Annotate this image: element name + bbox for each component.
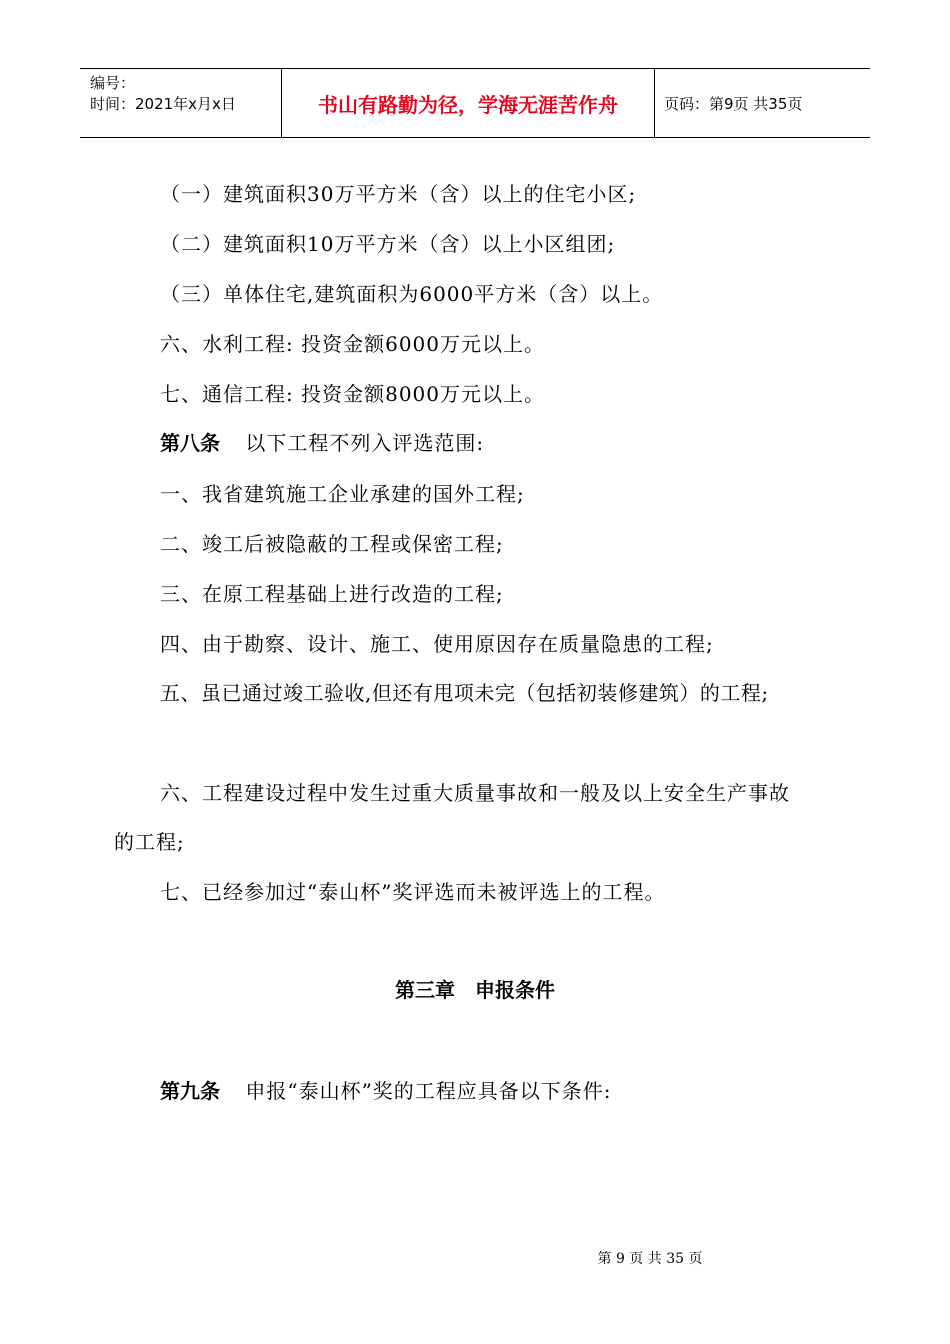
body-line: （三）单体住宅,建筑面积为6000平方米（含）以上。 <box>160 282 664 306</box>
header-meta <box>90 73 236 115</box>
article-8-text: 以下工程不列入评选范围: <box>245 431 485 455</box>
header-divider <box>654 69 655 137</box>
page-header <box>80 68 870 138</box>
exclusion-item: 三、在原工程基础上进行改造的工程; <box>160 582 504 606</box>
exclusion-item: 五、虽已通过竣工验收,但还有甩项未完（包括初装修建筑）的工程; <box>160 681 769 705</box>
header-motto: 书山有路勤为径，学海无涯苦作舟 <box>318 92 618 117</box>
document-time-label: 时间：2021年x月x日 <box>90 95 236 113</box>
article-8 <box>160 429 484 457</box>
exclusion-item: 一、我省建筑施工企业承建的国外工程; <box>160 482 525 506</box>
article-9 <box>160 1077 612 1105</box>
body-line: 七、通信工程: 投资金额8000万元以上。 <box>160 382 545 406</box>
chapter-title: 第三章 申报条件 <box>395 978 555 1002</box>
body-line: 六、水利工程: 投资金额6000万元以上。 <box>160 332 545 356</box>
exclusion-item: 六、工程建设过程中发生过重大质量事故和一般及以上安全生产事故 <box>160 781 790 805</box>
article-9-label: 第九条 <box>160 1079 220 1103</box>
article-8-label: 第八条 <box>160 431 220 455</box>
exclusion-item: 四、由于勘察、设计、施工、使用原因存在质量隐患的工程; <box>160 632 714 656</box>
document-number-label: 编号： <box>90 74 136 92</box>
header-page-info: 页码：第9页 共35页 <box>664 94 803 113</box>
page-footer: 第 9 页 共 35 页 <box>597 1251 703 1267</box>
exclusion-item: 七、已经参加过“泰山杯”奖评选而未被评选上的工程。 <box>160 880 666 904</box>
exclusion-item: 二、竣工后被隐蔽的工程或保密工程; <box>160 532 504 556</box>
article-9-text: 申报“泰山杯”奖的工程应具备以下条件: <box>245 1079 612 1103</box>
body-line: （一）建筑面积30万平方米（含）以上的住宅小区; <box>160 182 637 206</box>
body-line: （二）建筑面积10万平方米（含）以上小区组团; <box>160 232 616 256</box>
exclusion-item-continued: 的工程; <box>114 830 185 854</box>
